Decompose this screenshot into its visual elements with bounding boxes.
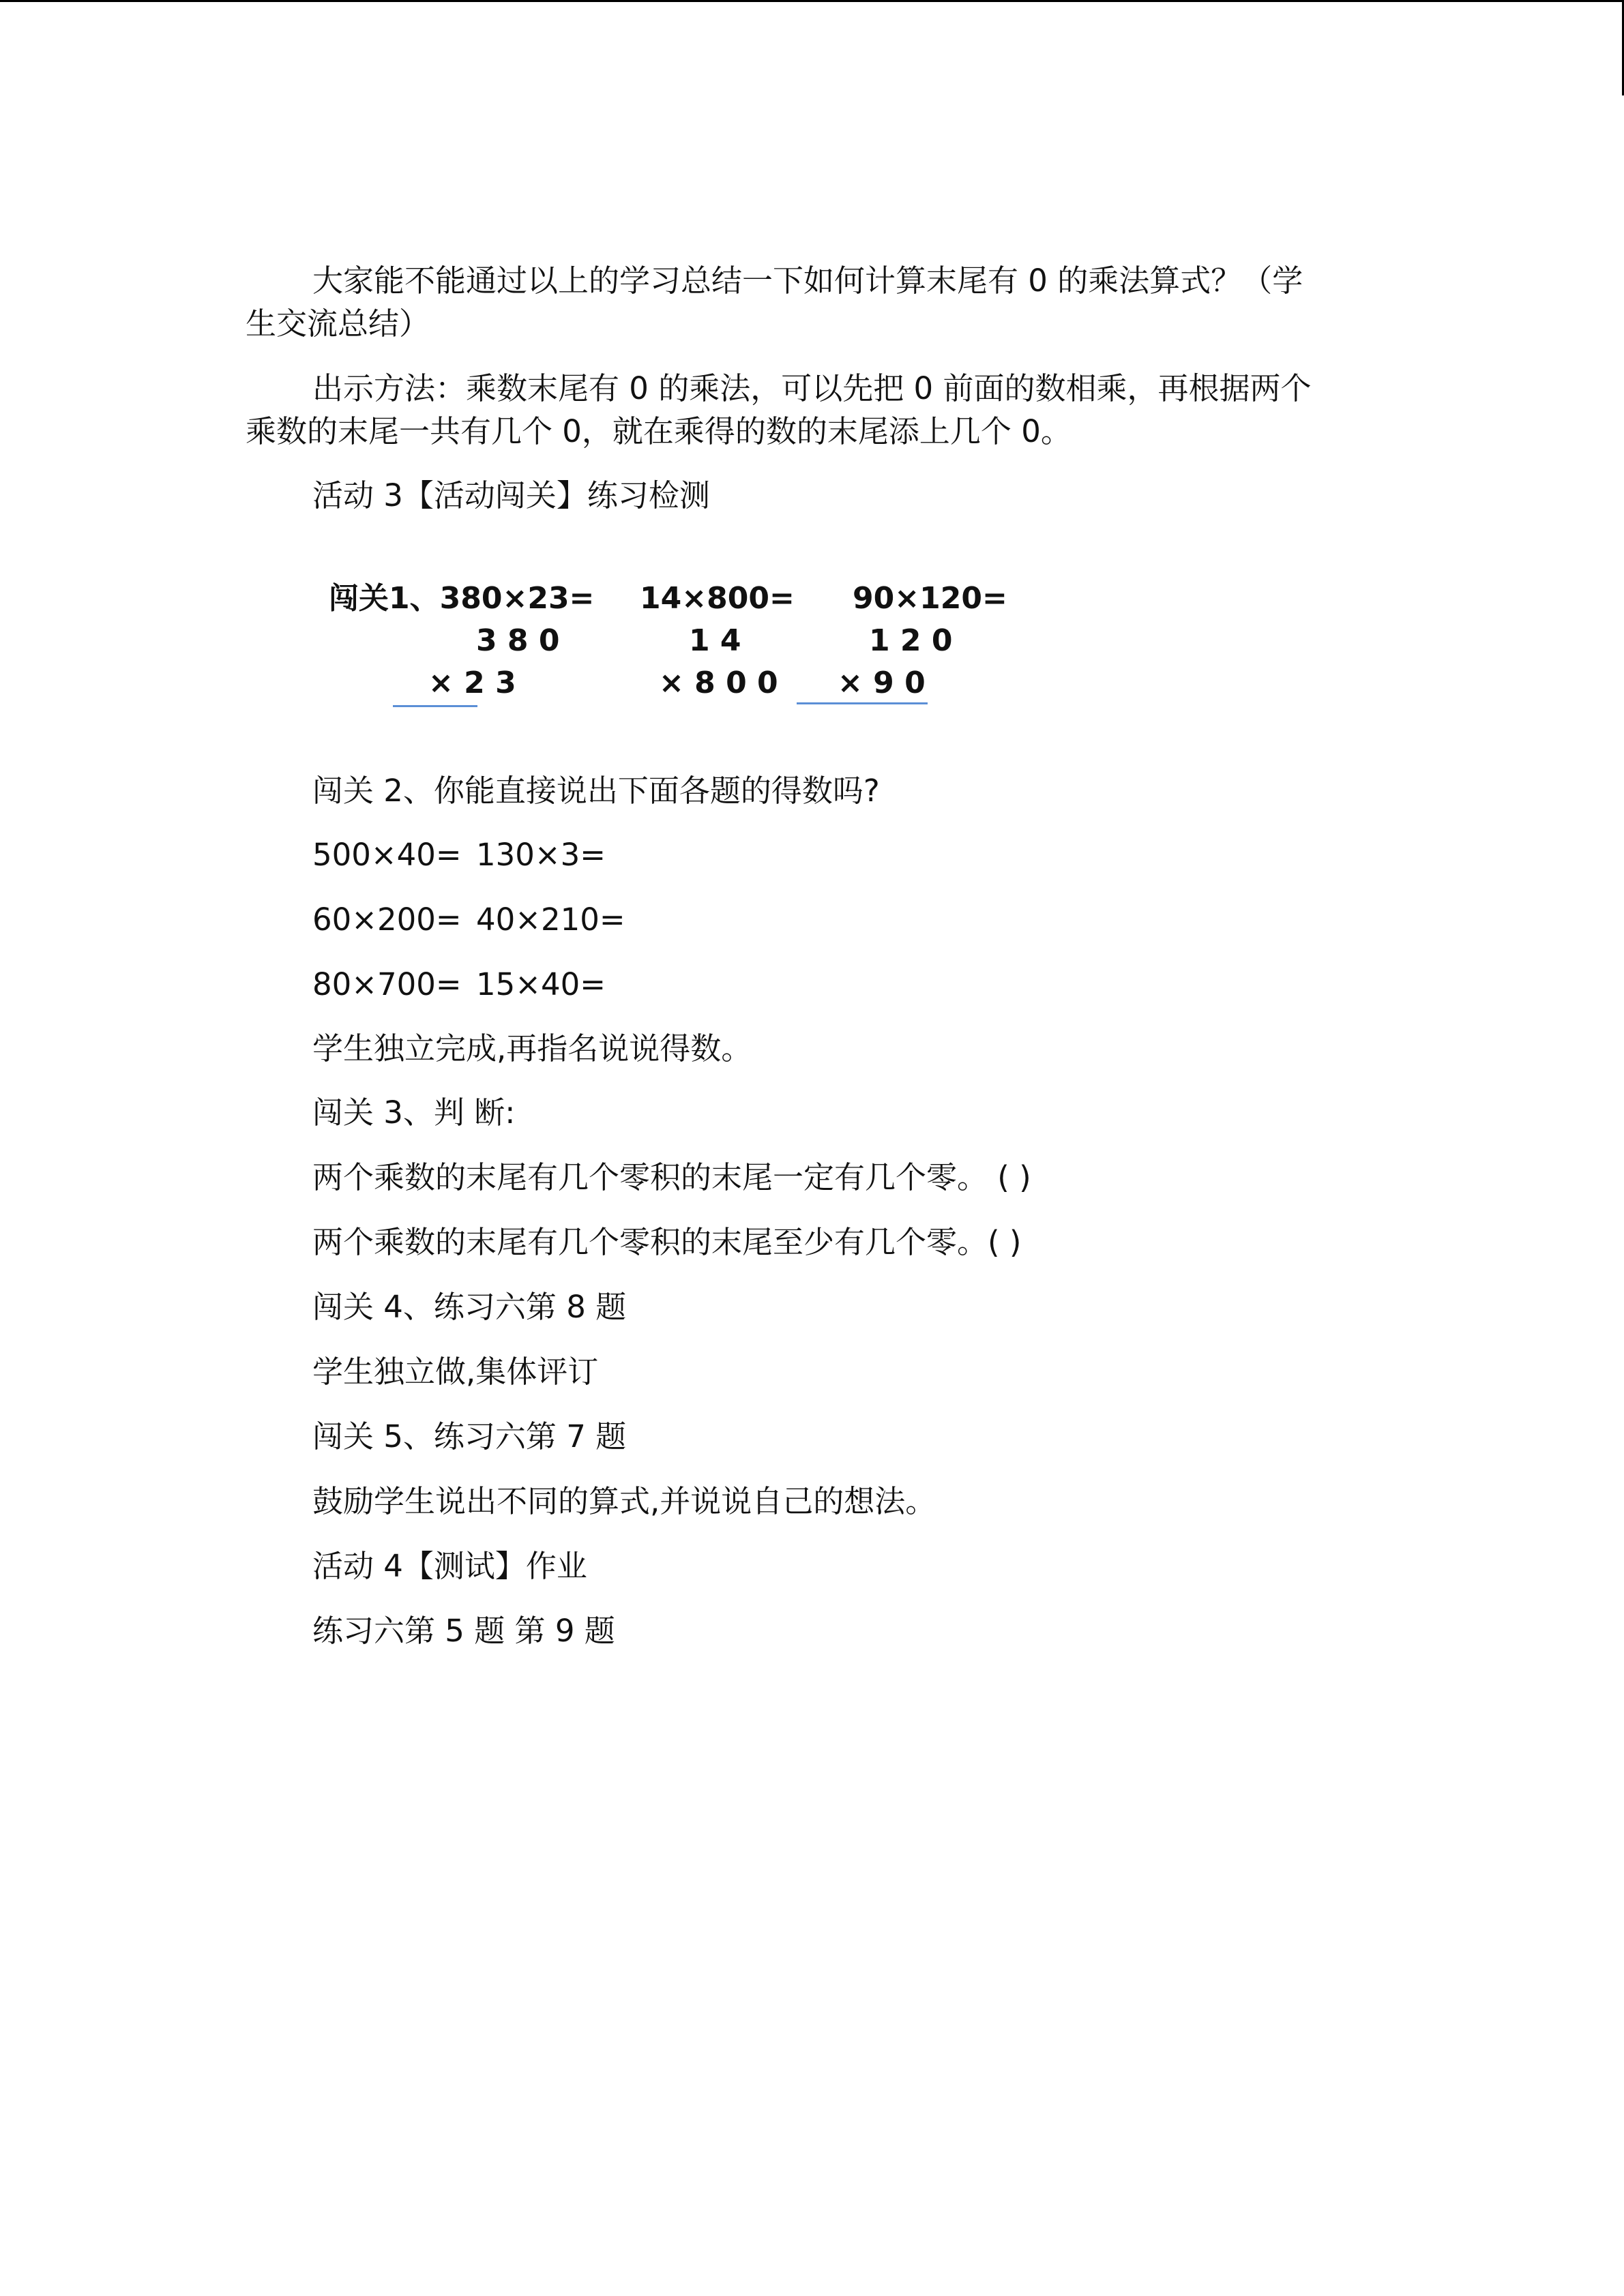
level2-row3-a: 80×700= bbox=[312, 966, 462, 1002]
level1-expr-2: 14×800= bbox=[640, 581, 795, 616]
intro-line-1: 大家能不能通过以上的学习总结一下如何计算末尾有 0 的乘法算式？（学 bbox=[312, 263, 1303, 299]
vertical-1-underline bbox=[393, 705, 477, 707]
activity3-heading: 活动 3【活动闯关】练习检测 bbox=[312, 477, 710, 513]
method-line-1: 出示方法：乘数末尾有 0 的乘法，可以先把 0 前面的数相乘，再根据两个 bbox=[312, 370, 1312, 406]
vertical-3-bottom: × 9 0 bbox=[838, 666, 926, 700]
level1-expr-1: 闯关1、380×23= bbox=[329, 581, 595, 616]
activity4-heading: 活动 4【测试】作业 bbox=[312, 1548, 587, 1584]
level2-title: 闯关 2、你能直接说出下面各题的得数吗? bbox=[312, 773, 880, 809]
homework-line: 练习六第 5 题 第 9 题 bbox=[312, 1613, 615, 1649]
level3-title: 闯关 3、判 断: bbox=[312, 1094, 516, 1131]
level4-note: 学生独立做,集体评订 bbox=[312, 1354, 599, 1390]
level2-row2-b: 40×210= bbox=[476, 901, 625, 938]
level2-row1-b: 130×3= bbox=[476, 837, 606, 873]
vertical-1-bottom: × 2 3 bbox=[428, 666, 516, 700]
method-line-2: 乘数的末尾一共有几个 0，就在乘得的数的末尾添上几个 0。 bbox=[246, 413, 1072, 449]
level2-row2-a: 60×200= bbox=[312, 901, 462, 938]
vertical-2-bottom: × 8 0 0 bbox=[659, 666, 778, 700]
level5-note: 鼓励学生说出不同的算式,并说说自己的想法。 bbox=[312, 1483, 936, 1519]
page-top-border bbox=[0, 0, 1624, 2]
vertical-3-underline bbox=[797, 702, 928, 704]
level3-statement-2: 两个乘数的末尾有几个零积的末尾至少有几个零。( ) bbox=[312, 1224, 1022, 1260]
vertical-3-top: 1 2 0 bbox=[869, 623, 953, 658]
level2-row1-a: 500×40= bbox=[312, 837, 462, 873]
level4-title: 闯关 4、练习六第 8 题 bbox=[312, 1289, 627, 1325]
vertical-1-top: 3 8 0 bbox=[476, 623, 560, 658]
level5-title: 闯关 5、练习六第 7 题 bbox=[312, 1418, 627, 1455]
level1-expr-3: 90×120= bbox=[853, 581, 1007, 616]
level3-statement-1: 两个乘数的末尾有几个零积的末尾一定有几个零。 ( ) bbox=[312, 1159, 1031, 1195]
vertical-2-top: 1 4 bbox=[689, 623, 741, 658]
intro-line-2: 生交流总结） bbox=[246, 305, 430, 342]
level2-note: 学生独立完成,再指名说说得数。 bbox=[312, 1030, 752, 1067]
level2-row3-b: 15×40= bbox=[476, 966, 606, 1002]
